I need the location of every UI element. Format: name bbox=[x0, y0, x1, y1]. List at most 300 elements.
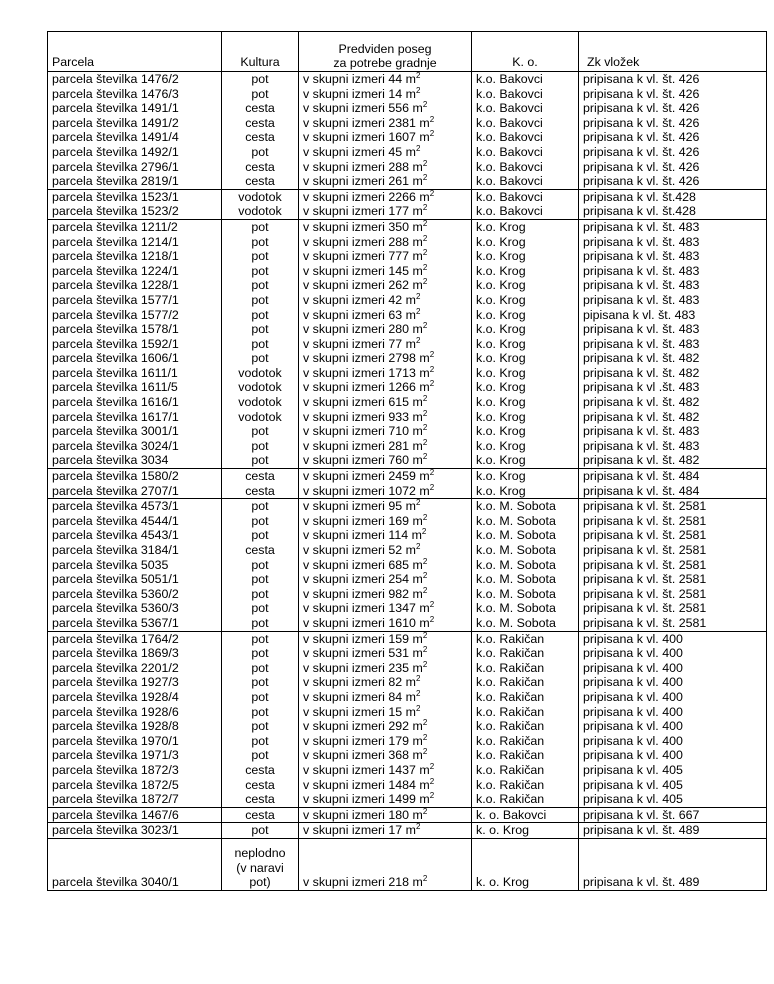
cell-poseg-text: v skupni izmeri 2381 m bbox=[303, 115, 430, 130]
cell-poseg-text: v skupni izmeri 17 m bbox=[303, 823, 416, 838]
cell-vlozek: pripisana k vl. št. 426 bbox=[579, 116, 767, 131]
cell-vlozek: pripisana k vl. 400 bbox=[579, 748, 767, 763]
cell-ko: k. o. Krog bbox=[472, 823, 579, 839]
cell-ko: k.o. Bakovci bbox=[472, 87, 579, 102]
cell-parcela: parcela številka 4543/1 bbox=[48, 528, 222, 543]
cell-vlozek: pripisana k vl. št. 483 bbox=[579, 293, 767, 308]
cell-vlozek: pripisana k vl. št. 2581 bbox=[579, 528, 767, 543]
cell-kultura: pot bbox=[222, 514, 299, 529]
cell-poseg-text: v skupni izmeri 169 m bbox=[303, 513, 423, 528]
cell-parcela: parcela številka 1211/2 bbox=[48, 219, 222, 234]
cell-kultura: pot bbox=[222, 351, 299, 366]
cell-kultura: cesta bbox=[222, 763, 299, 778]
table-row bbox=[48, 661, 767, 676]
table-row bbox=[48, 734, 767, 749]
cell-parcela: parcela številka 1476/2 bbox=[48, 72, 222, 87]
header-parcela: Parcela bbox=[48, 32, 222, 72]
cell-poseg-text: v skupni izmeri 261 m bbox=[303, 174, 423, 189]
table-row-last bbox=[48, 838, 767, 890]
cell-ko: k.o. Rakičan bbox=[472, 734, 579, 749]
cell-poseg bbox=[299, 322, 472, 337]
cell-vlozek: pripisana k vl. št. 482 bbox=[579, 351, 767, 366]
cell-kultura: pot bbox=[222, 719, 299, 734]
unit-superscript: 2 bbox=[429, 115, 435, 124]
cell-poseg bbox=[299, 130, 472, 145]
table-row bbox=[48, 145, 767, 160]
cell-kultura: cesta bbox=[222, 543, 299, 558]
table-row bbox=[48, 380, 767, 395]
cell-vlozek: pripisana k vl. 400 bbox=[579, 719, 767, 734]
cell-vlozek: pripisana k vl. št. 482 bbox=[579, 453, 767, 468]
table-row bbox=[48, 719, 767, 734]
cell-parcela: parcela številka 1928/8 bbox=[48, 719, 222, 734]
table-row bbox=[48, 587, 767, 602]
unit-superscript: 2 bbox=[415, 822, 421, 832]
table-row bbox=[48, 484, 767, 499]
cell-poseg bbox=[299, 204, 472, 219]
table-row bbox=[48, 219, 767, 234]
table-row bbox=[48, 601, 767, 616]
cell-poseg-text: v skupni izmeri 1437 m bbox=[303, 762, 430, 777]
table-row bbox=[48, 646, 767, 661]
cell-kultura: pot bbox=[222, 661, 299, 676]
cell-parcela: parcela številka 5051/1 bbox=[48, 572, 222, 587]
cell-poseg-text: v skupni izmeri 52 m bbox=[303, 543, 416, 557]
unit-superscript: 2 bbox=[422, 748, 428, 757]
cell-ko: k.o. Bakovci bbox=[472, 174, 579, 189]
cell-vlozek: pripisana k vl. št. 426 bbox=[579, 145, 767, 160]
cell-kultura: vodotok bbox=[222, 366, 299, 381]
cell-kultura: pot bbox=[222, 675, 299, 690]
cell-ko: k.o. Krog bbox=[472, 484, 579, 499]
cell-vlozek: pripisana k vl. št. 2581 bbox=[579, 558, 767, 573]
cell-ko: k.o. M. Sobota bbox=[472, 514, 579, 529]
table-row bbox=[48, 807, 767, 823]
unit-superscript: 2 bbox=[422, 513, 428, 522]
unit-superscript: 2 bbox=[422, 159, 428, 168]
cell-vlozek: pripisana k vl. št. 482 bbox=[579, 366, 767, 381]
cell-poseg bbox=[299, 351, 472, 366]
cell-ko: k.o. Krog bbox=[472, 424, 579, 439]
table-row bbox=[48, 278, 767, 293]
table-row bbox=[48, 322, 767, 337]
cell-kultura-line2: (v naravi bbox=[236, 860, 284, 875]
cell-poseg bbox=[299, 72, 472, 87]
cell-parcela: parcela številka 1492/1 bbox=[48, 145, 222, 160]
unit-superscript: 2 bbox=[422, 263, 428, 272]
cell-vlozek: pripisana k vl. št. 483 bbox=[579, 278, 767, 293]
header-ko: K. o. bbox=[472, 32, 579, 72]
unit-superscript: 2 bbox=[429, 483, 435, 492]
unit-superscript: 2 bbox=[422, 219, 428, 228]
cell-poseg bbox=[299, 235, 472, 250]
cell-ko: k.o. Krog bbox=[472, 395, 579, 410]
cell-poseg-text: v skupni izmeri 63 m bbox=[303, 307, 416, 322]
cell-parcela: parcela številka 3001/1 bbox=[48, 424, 222, 439]
cell-vlozek: pripisana k vl. št. 483 bbox=[579, 235, 767, 250]
cell-kultura: pot bbox=[222, 690, 299, 705]
cell-vlozek: pripisana k vl. 400 bbox=[579, 675, 767, 690]
cell-vlozek: pripisana k vl. št. 2581 bbox=[579, 514, 767, 529]
cell-poseg-text: v skupni izmeri 280 m bbox=[303, 322, 423, 337]
cell-poseg bbox=[299, 116, 472, 131]
cell-kultura: pot bbox=[222, 72, 299, 87]
cell-kultura: pot bbox=[222, 705, 299, 720]
cell-poseg bbox=[299, 160, 472, 175]
cell-kultura: pot bbox=[222, 748, 299, 763]
cell-ko: k.o. Rakičan bbox=[472, 748, 579, 763]
cell-parcela: parcela številka 1476/3 bbox=[48, 87, 222, 102]
cell-kultura: pot bbox=[222, 424, 299, 439]
unit-superscript: 2 bbox=[415, 144, 421, 153]
cell-parcela: parcela številka 1928/4 bbox=[48, 690, 222, 705]
cell-poseg-text: v skupni izmeri 531 m bbox=[303, 646, 423, 661]
cell-kultura: cesta bbox=[222, 174, 299, 189]
table-row bbox=[48, 748, 767, 763]
table-row bbox=[48, 705, 767, 720]
cell-parcela: parcela številka 1606/1 bbox=[48, 351, 222, 366]
cell-parcela: parcela številka 1228/1 bbox=[48, 278, 222, 293]
cell-kultura: cesta bbox=[222, 778, 299, 793]
cell-parcela: parcela številka 1928/6 bbox=[48, 705, 222, 720]
cell-vlozek: pripisana k vl. št.428 bbox=[579, 204, 767, 219]
cell-poseg bbox=[299, 366, 472, 381]
cell-vlozek: pripisana k vl. št. 426 bbox=[579, 101, 767, 116]
cell-poseg-text: v skupni izmeri 288 m bbox=[303, 159, 423, 174]
table-row bbox=[48, 160, 767, 175]
unit-superscript: 2 bbox=[422, 453, 428, 462]
cell-poseg-text: v skupni izmeri 368 m bbox=[303, 748, 423, 763]
cell-poseg-text: v skupni izmeri 177 m bbox=[303, 204, 423, 219]
table-row bbox=[48, 366, 767, 381]
cell-vlozek: pripisana k vl. št. 483 bbox=[579, 337, 767, 352]
cell-kultura: cesta bbox=[222, 792, 299, 807]
cell-poseg bbox=[299, 439, 472, 454]
table-row bbox=[48, 337, 767, 352]
cell-kultura: pot bbox=[222, 264, 299, 279]
header-predviden-line1: Predviden poseg bbox=[338, 42, 432, 56]
cell-kultura: pot bbox=[222, 439, 299, 454]
unit-superscript: 2 bbox=[415, 86, 421, 95]
table-row bbox=[48, 130, 767, 145]
cell-ko: k.o. Krog bbox=[472, 366, 579, 381]
cell-parcela: parcela številka 3040/1 bbox=[48, 838, 222, 890]
unit-superscript: 2 bbox=[415, 307, 421, 316]
cell-ko: k.o. Bakovci bbox=[472, 72, 579, 87]
cell-kultura: cesta bbox=[222, 807, 299, 823]
table-body bbox=[48, 72, 767, 839]
cell-ko: k.o. Krog bbox=[472, 351, 579, 366]
cell-vlozek: pripisana k vl. št. 426 bbox=[579, 72, 767, 87]
cell-poseg bbox=[299, 469, 472, 484]
cell-poseg bbox=[299, 453, 472, 468]
table-row bbox=[48, 572, 767, 587]
cell-parcela: parcela številka 3024/1 bbox=[48, 439, 222, 454]
cell-vlozek: pripisana k vl. št. 483 bbox=[579, 439, 767, 454]
cell-poseg bbox=[299, 601, 472, 616]
cell-parcela: parcela številka 1214/1 bbox=[48, 235, 222, 250]
cell-poseg-text: v skupni izmeri 77 m bbox=[303, 336, 416, 351]
cell-poseg bbox=[299, 174, 472, 189]
cell-parcela: parcela številka 1611/5 bbox=[48, 380, 222, 395]
cell-poseg-text: v skupni izmeri 1610 m bbox=[303, 615, 430, 630]
cell-ko: k.o. Krog bbox=[472, 308, 579, 323]
unit-superscript: 2 bbox=[422, 719, 428, 728]
unit-superscript: 2 bbox=[422, 395, 428, 404]
cell-ko: k.o. M. Sobota bbox=[472, 499, 579, 514]
cell-vlozek: pripisana k vl. št. 426 bbox=[579, 174, 767, 189]
cell-poseg bbox=[299, 838, 472, 890]
cell-vlozek: pripisana k vl. 400 bbox=[579, 734, 767, 749]
cell-ko: k.o. Krog bbox=[472, 469, 579, 484]
cell-parcela: parcela številka 4573/1 bbox=[48, 499, 222, 514]
cell-vlozek: pripisana k vl. št. 483 bbox=[579, 264, 767, 279]
cell-kultura: cesta bbox=[222, 469, 299, 484]
unit-superscript: 2 bbox=[429, 189, 435, 198]
cell-ko: k.o. Rakičan bbox=[472, 719, 579, 734]
cell-ko: k.o. Rakičan bbox=[472, 661, 579, 676]
cell-poseg-text: v skupni izmeri 1266 m bbox=[303, 380, 430, 395]
cell-parcela: parcela številka 1927/3 bbox=[48, 675, 222, 690]
cell-poseg bbox=[299, 410, 472, 425]
cell-poseg-text: v skupni izmeri 45 m bbox=[303, 144, 416, 159]
unit-superscript: 2 bbox=[415, 498, 421, 508]
cell-kultura: pot bbox=[222, 558, 299, 573]
cell-poseg bbox=[299, 189, 472, 204]
cell-kultura: pot bbox=[222, 308, 299, 323]
cell-poseg-text: v skupni izmeri 1713 m bbox=[303, 365, 430, 380]
cell-parcela: parcela številka 1491/4 bbox=[48, 130, 222, 145]
cell-parcela: parcela številka 1467/6 bbox=[48, 807, 222, 823]
cell-parcela: parcela številka 1578/1 bbox=[48, 322, 222, 337]
cell-vlozek: pripisana k vl. št. 483 bbox=[579, 322, 767, 337]
cell-parcela: parcela številka 2819/1 bbox=[48, 174, 222, 189]
cell-poseg bbox=[299, 249, 472, 264]
cell-poseg-text: v skupni izmeri 82 m bbox=[303, 675, 416, 690]
cell-poseg bbox=[299, 616, 472, 631]
cell-poseg bbox=[299, 395, 472, 410]
cell-parcela: parcela številka 5360/2 bbox=[48, 587, 222, 602]
cell-ko: k.o. Bakovci bbox=[472, 204, 579, 219]
unit-superscript: 2 bbox=[415, 543, 421, 551]
cell-poseg-text: v skupni izmeri 1484 m bbox=[303, 777, 430, 792]
cell-poseg-text: v skupni izmeri 685 m bbox=[303, 557, 423, 572]
unit-superscript: 2 bbox=[422, 807, 428, 816]
cell-kultura: pot bbox=[222, 646, 299, 661]
unit-superscript: 2 bbox=[422, 438, 428, 447]
cell-poseg-text: v skupni izmeri 2459 m bbox=[303, 469, 430, 484]
cell-parcela: parcela številka 5367/1 bbox=[48, 616, 222, 631]
cell-parcela: parcela številka 1970/1 bbox=[48, 734, 222, 749]
cell-poseg bbox=[299, 705, 472, 720]
cell-poseg-text: v skupni izmeri 760 m bbox=[303, 453, 423, 468]
cell-kultura-line1: neplodno bbox=[234, 846, 286, 861]
cell-ko: k. o. Bakovci bbox=[472, 807, 579, 823]
cell-poseg-text: v skupni izmeri 933 m bbox=[303, 409, 423, 424]
cell-poseg-text: v skupni izmeri 84 m bbox=[303, 689, 416, 704]
cell-parcela: parcela številka 3034 bbox=[48, 453, 222, 468]
unit-superscript: 2 bbox=[421, 528, 427, 537]
cell-poseg bbox=[299, 807, 472, 823]
cell-ko: k.o. Bakovci bbox=[472, 145, 579, 160]
header-zk-vlozek: Zk vložek bbox=[579, 32, 767, 72]
cell-parcela: parcela številka 1523/2 bbox=[48, 204, 222, 219]
cell-ko: k.o. Rakičan bbox=[472, 778, 579, 793]
cell-poseg bbox=[299, 528, 472, 543]
table-row bbox=[48, 308, 767, 323]
table-row bbox=[48, 410, 767, 425]
cell-poseg-text: v skupni izmeri 288 m bbox=[303, 234, 423, 249]
unit-superscript: 2 bbox=[422, 557, 428, 566]
cell-ko: k.o. M. Sobota bbox=[472, 616, 579, 631]
unit-superscript: 2 bbox=[429, 365, 435, 374]
cell-parcela: parcela številka 1872/5 bbox=[48, 778, 222, 793]
cell-poseg bbox=[299, 264, 472, 279]
cell-poseg-text: v skupni izmeri 615 m bbox=[303, 395, 423, 410]
cell-kultura: pot bbox=[222, 587, 299, 602]
cell-vlozek: pripisana k vl. št. 482 bbox=[579, 410, 767, 425]
unit-superscript: 2 bbox=[415, 292, 421, 301]
unit-superscript: 2 bbox=[415, 704, 421, 713]
cell-ko: k.o. Rakičan bbox=[472, 690, 579, 705]
cell-poseg-text: v skupni izmeri 95 m bbox=[303, 499, 416, 514]
cell-ko: k.o. Krog bbox=[472, 453, 579, 468]
cell-poseg bbox=[299, 380, 472, 395]
cell-poseg bbox=[299, 572, 472, 587]
cell-vlozek: pripisana k vl. 405 bbox=[579, 792, 767, 807]
table-row bbox=[48, 543, 767, 558]
header-kultura: Kultura bbox=[222, 32, 299, 72]
cell-ko: k.o. Krog bbox=[472, 410, 579, 425]
cell-kultura-line3: pot) bbox=[249, 875, 271, 890]
cell-vlozek: pripisana k vl. št. 489 bbox=[579, 823, 767, 839]
cell-vlozek: pripisana k vl. št. 2581 bbox=[579, 543, 767, 558]
cell-vlozek: pripisana k vl. št. 483 bbox=[579, 219, 767, 234]
header-predviden-poseg bbox=[299, 32, 472, 72]
table-row bbox=[48, 424, 767, 439]
cell-poseg bbox=[299, 675, 472, 690]
table-row bbox=[48, 616, 767, 631]
cell-parcela: parcela številka 3184/1 bbox=[48, 543, 222, 558]
cell-kultura: pot bbox=[222, 249, 299, 264]
cell-parcela: parcela številka 1869/3 bbox=[48, 646, 222, 661]
table-row bbox=[48, 235, 767, 250]
cell-vlozek: pripisana k vl. št. 484 bbox=[579, 484, 767, 499]
cell-kultura: cesta bbox=[222, 130, 299, 145]
cell-ko: k.o. Rakičan bbox=[472, 631, 579, 646]
cell-vlozek: pripisana k vl. št. 2581 bbox=[579, 587, 767, 602]
cell-poseg bbox=[299, 792, 472, 807]
unit-superscript: 2 bbox=[422, 322, 428, 331]
unit-superscript: 2 bbox=[415, 689, 421, 698]
cell-kultura: pot bbox=[222, 572, 299, 587]
cell-kultura: pot bbox=[222, 601, 299, 616]
cell-ko: k.o. Krog bbox=[472, 439, 579, 454]
cell-parcela: parcela številka 1491/2 bbox=[48, 116, 222, 131]
unit-superscript: 2 bbox=[429, 792, 435, 801]
unit-superscript: 2 bbox=[415, 71, 421, 80]
cell-kultura: pot bbox=[222, 453, 299, 468]
cell-ko: k.o. Rakičan bbox=[472, 675, 579, 690]
unit-superscript: 2 bbox=[422, 101, 428, 110]
cell-poseg-text: v skupni izmeri 350 m bbox=[303, 219, 423, 234]
table-row bbox=[48, 395, 767, 410]
cell-parcela: parcela številka 3023/1 bbox=[48, 823, 222, 839]
cell-kultura: vodotok bbox=[222, 204, 299, 219]
cell-ko: k.o. M. Sobota bbox=[472, 558, 579, 573]
cell-vlozek: pripisana k vl. št. 2581 bbox=[579, 601, 767, 616]
cell-kultura: cesta bbox=[222, 484, 299, 499]
cell-poseg bbox=[299, 424, 472, 439]
cell-poseg-text: v skupni izmeri 114 m bbox=[303, 528, 422, 543]
unit-superscript: 2 bbox=[422, 278, 428, 287]
table-row bbox=[48, 528, 767, 543]
cell-kultura: pot bbox=[222, 219, 299, 234]
cell-parcela: parcela številka 1764/2 bbox=[48, 631, 222, 646]
unit-superscript: 2 bbox=[422, 733, 428, 742]
cell-ko: k.o. Rakičan bbox=[472, 705, 579, 720]
table-row bbox=[48, 558, 767, 573]
cell-poseg-text: v skupni izmeri 262 m bbox=[303, 278, 423, 293]
cell-poseg bbox=[299, 748, 472, 763]
table-row bbox=[48, 87, 767, 102]
cell-vlozek: pripisana k vl. št. 484 bbox=[579, 469, 767, 484]
cell-parcela: parcela številka 4544/1 bbox=[48, 514, 222, 529]
cell-ko: k.o. M. Sobota bbox=[472, 543, 579, 558]
cell-vlozek: pripisana k vl. 400 bbox=[579, 690, 767, 705]
cell-poseg-text: v skupni izmeri 145 m bbox=[303, 263, 423, 278]
table-row bbox=[48, 439, 767, 454]
cell-parcela: parcela številka 5035 bbox=[48, 558, 222, 573]
table-row bbox=[48, 174, 767, 189]
cell-poseg bbox=[299, 278, 472, 293]
table-row bbox=[48, 189, 767, 204]
unit-superscript: 2 bbox=[429, 615, 435, 624]
cell-ko: k.o. Rakičan bbox=[472, 646, 579, 661]
cell-vlozek: pripisana k vl. 405 bbox=[579, 763, 767, 778]
cell-poseg bbox=[299, 337, 472, 352]
table-row bbox=[48, 792, 767, 807]
cell-vlozek: pripisana k vl. 400 bbox=[579, 631, 767, 646]
unit-superscript: 2 bbox=[429, 130, 435, 139]
cell-kultura: pot bbox=[222, 528, 299, 543]
cell-vlozek: pripisana k vl. 400 bbox=[579, 705, 767, 720]
cell-kultura: pot bbox=[222, 235, 299, 250]
cell-poseg bbox=[299, 690, 472, 705]
cell-poseg bbox=[299, 293, 472, 308]
cell-poseg bbox=[299, 87, 472, 102]
cell-poseg bbox=[299, 543, 472, 558]
cell-ko: k.o. Krog bbox=[472, 322, 579, 337]
cell-kultura: cesta bbox=[222, 116, 299, 131]
cell-poseg bbox=[299, 499, 472, 514]
cell-parcela: parcela številka 1617/1 bbox=[48, 410, 222, 425]
cell-kultura: pot bbox=[222, 278, 299, 293]
cell-poseg-text: v skupni izmeri 1347 m bbox=[303, 601, 430, 616]
cell-poseg bbox=[299, 823, 472, 839]
cell-ko: k.o. M. Sobota bbox=[472, 587, 579, 602]
cell-kultura: pot bbox=[222, 499, 299, 514]
table-row bbox=[48, 351, 767, 366]
cell-parcela: parcela številka 1224/1 bbox=[48, 264, 222, 279]
cell-poseg-text: v skupni izmeri 44 m bbox=[303, 72, 416, 86]
cell-poseg-text: v skupni izmeri 218 m bbox=[303, 875, 423, 890]
unit-superscript: 2 bbox=[429, 351, 435, 360]
cell-parcela: parcela številka 1577/1 bbox=[48, 293, 222, 308]
cell-ko: k. o. Krog bbox=[472, 838, 579, 890]
cell-kultura: pot bbox=[222, 734, 299, 749]
cell-poseg-text: v skupni izmeri 14 m bbox=[303, 86, 416, 101]
